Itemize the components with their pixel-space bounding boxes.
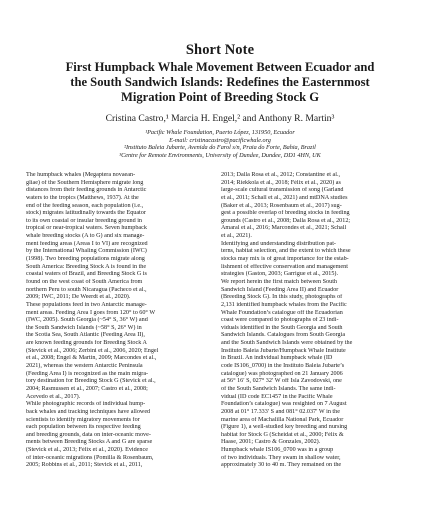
title-line: First Humpback Whale Movement Between Ecuador and	[65, 60, 375, 74]
body-text-line: We report herein the first match between South	[221, 278, 337, 285]
body-text-line: waters to the tropics (Matthews, 1937). At the	[26, 194, 139, 201]
body-text-line: scientists to identify migratory movements for	[26, 416, 140, 423]
body-text-line: stock) migrates latitudinally towards the Equator	[26, 210, 146, 217]
body-text-line: viduals identified in the South Georgia and South	[221, 324, 343, 331]
body-text-line: found on the west coast of South America from	[26, 278, 143, 285]
body-text-line: 2008 at 01° 17.333′ S and 081° 02.037′ W in the	[221, 408, 340, 415]
body-text-line: vidual (ID code EC1457 in the Pacific Whale	[221, 393, 333, 400]
author-list: Cristina Castro,¹ Marcia H. Engel,² and Anthony R. Martin³	[105, 113, 335, 124]
body-text-line: et al., 2008; Engel & Martin, 2009; Marcondes et al.,	[26, 355, 157, 362]
body-text-line: Humpback whale IS106_0700 was in a group	[221, 447, 334, 454]
body-text-line: and breeding grounds, data on inter-oceanic move-	[26, 431, 151, 438]
body-text-line: each population between its respective feeding	[26, 424, 141, 431]
body-text-line: Haase, 2001; Castro & Gonzales, 2002).	[221, 439, 321, 446]
body-text-line: coast were compared to photographs of 23 indi-	[221, 317, 339, 324]
affiliation-line: ²Instituto Baleia Jubarte, Avenida do Farol s/n, Praia do Forte, Bahia, Brazil	[124, 144, 316, 152]
body-text-line: (1998). Two breeding populations migrate along	[26, 256, 145, 263]
section-label: Short Note	[185, 42, 255, 58]
body-text-line: strategies (Gaston, 2003; Garrigue et al., 2015).	[221, 271, 338, 278]
body-text-line: gliae) of the Southern Hemisphere migrate long	[26, 179, 144, 186]
body-text-line: marine area of Machalilla National Park, Ecuador	[221, 416, 344, 423]
body-text-line: Sandwich Island (Feeding Area II) and Ecuador	[221, 286, 339, 293]
body-text-line: grounds (Castro et al., 2008; Dalla Rosa et al., 2012;	[221, 217, 351, 224]
body-text-line: tropical or near-tropical waters. Seven humpback	[26, 225, 147, 232]
body-text-line: whale breeding stocks (A to G) and six manage-	[26, 233, 145, 240]
body-column-left	[26, 172, 219, 470]
body-text-line: ment areas. Feeding Area I goes from 120° to 60° W	[26, 309, 156, 316]
body-text-line: back whales and tracking techniques have allowed	[26, 408, 151, 415]
body-text-line: catalogue) was photographed on 21 January 2006	[221, 370, 343, 377]
body-text-line: 2,131 identified humpback whales from the Pacific	[221, 301, 347, 308]
body-text-line: the Scotia Sea, South Atlantic (Feeding Area II),	[26, 332, 145, 339]
body-text-line: 2021), whereas the western Antarctic Peninsula	[26, 363, 143, 370]
body-text-line: (Figure 1), a well-studied key breeding and nursing	[221, 424, 348, 431]
body-text-line: distances from their feeding grounds in Antarctic	[26, 187, 147, 194]
body-text-line: 2004; Rasmussen et al., 2007; Castro et al., 2008;	[26, 385, 148, 392]
body-text-line: terns, habitat selection, and the extent to which these	[221, 248, 351, 255]
body-text-line: 2014; Riekkola et al., 2018; Félix et al., 2020) as	[221, 179, 341, 186]
body-text-line: lishment of effective conservation and management	[221, 263, 348, 270]
body-text-line: to its own coastal or insular breeding ground in	[26, 217, 142, 224]
body-text-line: in Brazil. An individual humpback whale (ID	[221, 355, 333, 362]
body-text-line: and the South Sandwich Islands were obtained by the	[221, 340, 353, 347]
article-title	[20, 60, 420, 106]
body-text-line: of inter-oceanic migrations (Pomilla & Rosenbaum,	[26, 454, 154, 461]
body-text-line: et al., 2011; Schall et al., 2021) and mtDNA studies	[221, 194, 348, 201]
body-text-line: of two individuals. They swam in shallow water,	[221, 454, 341, 461]
body-text-line: (Breeding Stock G). In this study, photographs of	[221, 294, 343, 301]
body-text-line: (Baker et al., 2013; Rosenbaum et al., 2017) sug-	[221, 202, 342, 209]
body-text-line: stocks may mix is of great importance for the estab-	[221, 256, 349, 263]
body-text-line: approximately 30 to 40 m. They remained on the	[221, 462, 342, 469]
affiliation-line: ¹Pacific Whale Foundation, Puerto López, 131950, Ecuador	[145, 129, 295, 136]
body-text-line: South America: Breeding Stock A is found in the	[26, 263, 147, 270]
body-text-line: Foundation’s catalogue) was resighted on 7 August	[221, 401, 347, 408]
body-text-line: These populations feed in two Antarctic manage-	[26, 301, 147, 308]
body-text-line: ments between Breeding Stocks A and G are sparse	[26, 439, 153, 446]
body-text-line: 2005; Robbins et al., 2011; Stevick et al., 2011,	[26, 462, 143, 469]
body-text-line: Sandwich Islands. Catalogues from South Georgia	[221, 332, 346, 339]
body-text-line: Instituto Baleia Jubarte/Humpback Whale Institute	[221, 347, 346, 354]
affiliation-line: E-mail: cristinacastro@pacificwhale.org	[169, 136, 271, 144]
body-text-line: Amaral et al., 2016; Marcondes et al., 2021; Schall	[221, 225, 347, 232]
body-text-line: at 56° 16′ S, 027° 32′ W off Isla Zavodovski, one	[221, 378, 342, 385]
body-text-line: 2009; IWC, 2011; De Weerdt et al., 2020).	[26, 294, 131, 301]
title-line: Migration Point of Breeding Stock G	[120, 90, 320, 105]
affiliation-line: ³Centre for Remote Environments, University of Dundee, Dundee, DD1 4HN, UK	[119, 151, 321, 159]
body-text-line: tory destination for Breeding Stock G (Stevick et al.,	[26, 378, 156, 385]
body-text-line: northern Peru to south Nicaragua (Pacheco et al.,	[26, 286, 147, 293]
body-text-line: are known feeding grounds for Breeding Stock A	[26, 340, 147, 347]
body-text-line: (IWC, 2005). South Georgia (~54° S, 36° W) and	[26, 317, 148, 324]
body-text-line: Whale Foundation’s catalogue off the Ecuadorian	[221, 309, 343, 316]
body-text-line: 2013; Dalla Rosa et al., 2012; Constantine et al.,	[221, 172, 341, 178]
body-text-line: coastal waters of Brazil, and Breeding Stock G is	[26, 271, 147, 278]
body-text-line: ment feeding areas (Areas I to VI) are recognized	[26, 240, 148, 247]
body-text-line: (Feeding Area I) is recognized as the main migra-	[26, 370, 149, 377]
title-line: the South Sandwich Islands: Redefines the Easternmost	[70, 75, 370, 90]
body-text-line: Identifying and understanding distribution pat-	[221, 240, 336, 247]
body-text-line: the South Sandwich Islands (~58° S, 26° W) in	[26, 324, 142, 331]
body-text-line: habitat for Stock G (Scheidat et al., 2000; Félix &	[221, 431, 344, 438]
body-text-line: (Stevick et al., 2013; Félix et al., 2020). Evidence	[26, 447, 148, 454]
body-text-line: code IS106_0700) in the Instituto Baleia Jubarte’s	[221, 363, 345, 370]
body-text-line: end of the feeding season, each population (i.e.,	[26, 202, 144, 209]
body-text-line: of the South Sandwich Islands. The same indi-	[221, 385, 336, 392]
affiliations	[20, 129, 420, 159]
body-text-line: large-scale cultural transmission of song (Garland	[221, 187, 344, 194]
body-text-line: by the International Whaling Commission (IWC)	[26, 248, 147, 255]
body-text-line: et al., 2021).	[221, 233, 252, 240]
body-text-line: The humpback whales (Megaptera novaean-	[26, 172, 136, 178]
body-text-line: Acevedo et al., 2017).	[26, 393, 81, 400]
body-text-line: While photographic records of individual hump-	[26, 401, 146, 408]
body-text-line: gest a possible overlap of breeding stocks in feeding	[221, 210, 350, 217]
body-column-right	[221, 172, 414, 470]
body-text-line: (Stevick et al., 2006; Zerbini et al., 2006, 2020; Engel	[26, 347, 159, 354]
